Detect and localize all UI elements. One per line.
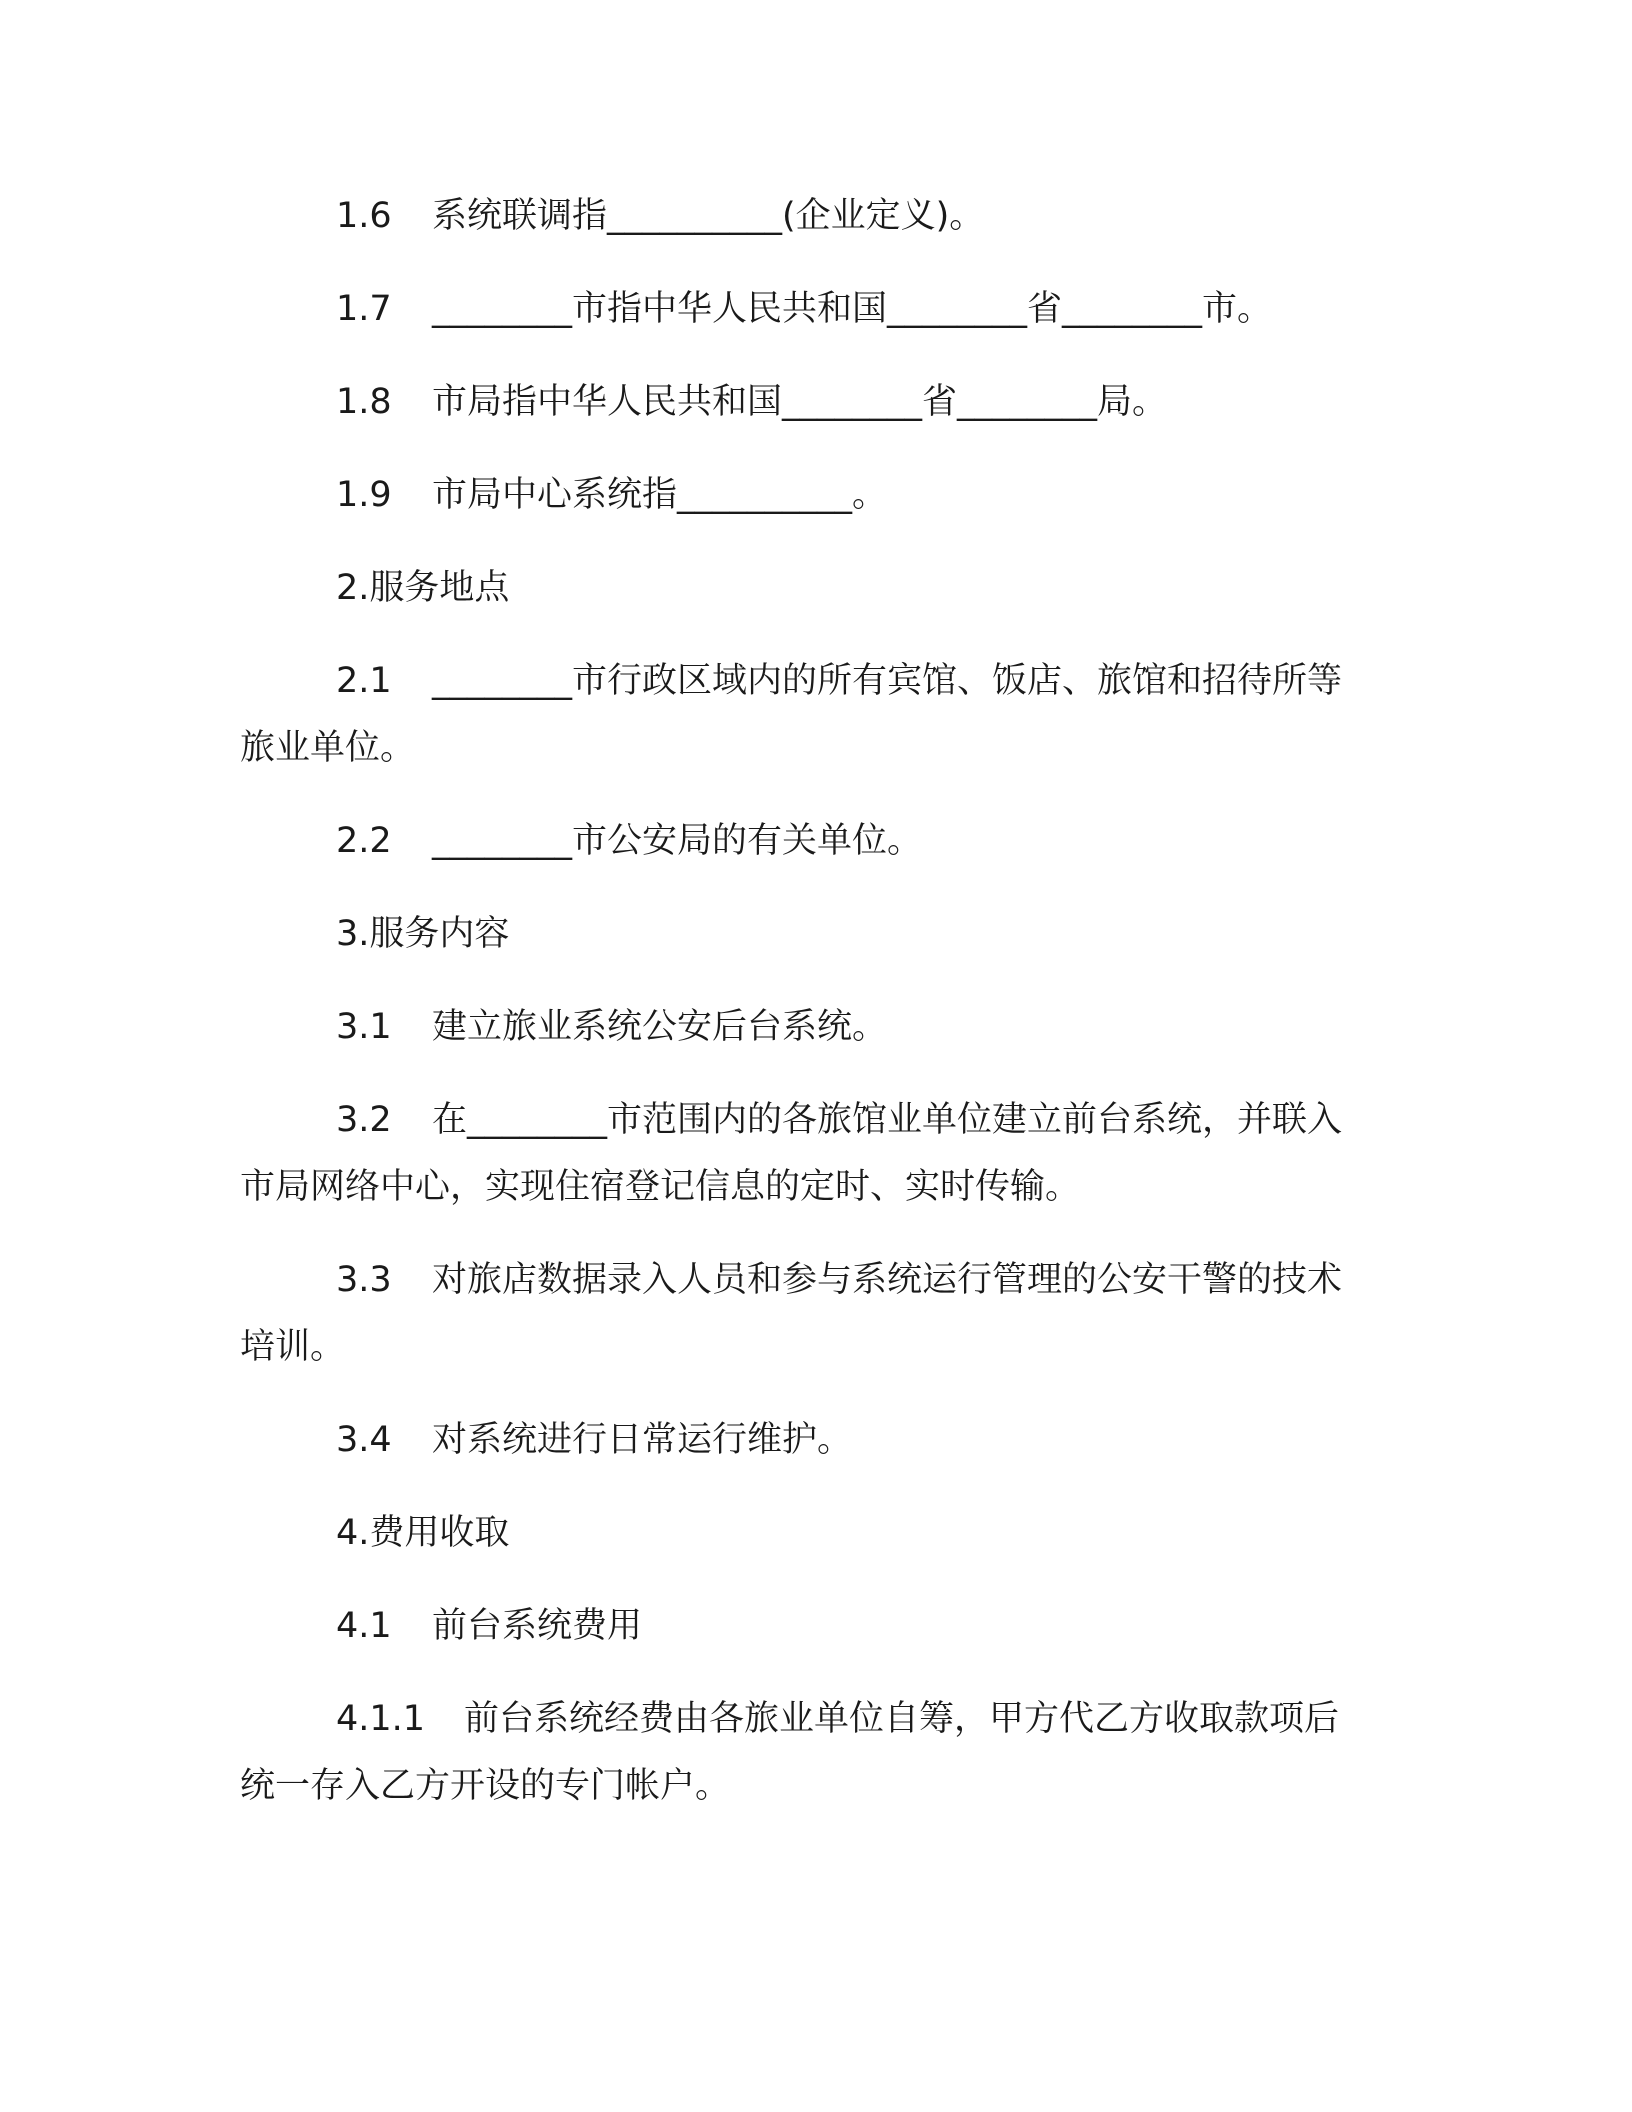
clause-text: ________市指中华人民共和国________省________市。 — [432, 289, 1273, 329]
clause-text: 市局指中华人民共和国________省________局。 — [432, 382, 1168, 422]
clause-number: 3.3 — [336, 1260, 392, 1300]
clause-1-6 — [240, 183, 1360, 250]
clause-number: 1.6 — [336, 196, 392, 236]
clause-number: 2.1 — [336, 661, 392, 701]
clause-2-1 — [240, 648, 1360, 782]
section-heading-3 — [240, 901, 1360, 968]
clause-4-1 — [240, 1593, 1360, 1660]
clause-3-4 — [240, 1407, 1360, 1474]
clause-number: 3.2 — [336, 1100, 392, 1140]
clause-2-2 — [240, 808, 1360, 875]
section-heading-text: 4.费用收取 — [336, 1513, 510, 1553]
clause-number: 2.2 — [336, 821, 392, 861]
clause-number: 4.1 — [336, 1606, 392, 1646]
clause-number: 1.9 — [336, 475, 392, 515]
clause-text: ________市公安局的有关单位。 — [432, 821, 923, 861]
clause-1-7 — [240, 276, 1360, 343]
clause-1-8 — [240, 369, 1360, 436]
section-heading-4 — [240, 1500, 1360, 1567]
clause-text: 前台系统经费由各旅业单位自筹，甲方代乙方收取款项后统一存入乙方开设的专门帐户。 — [240, 1699, 1340, 1806]
clause-number: 3.1 — [336, 1007, 392, 1047]
clause-text: 市局中心系统指__________。 — [432, 475, 888, 515]
clause-text: 建立旅业系统公安后台系统。 — [432, 1007, 888, 1047]
clause-text: 对旅店数据录入人员和参与系统运行管理的公安干警的技术培训。 — [240, 1260, 1343, 1367]
clause-4-1-1 — [240, 1686, 1360, 1820]
clause-number: 1.7 — [336, 289, 392, 329]
section-heading-text: 3.服务内容 — [336, 914, 510, 954]
clause-text: 在________市范围内的各旅馆业单位建立前台系统，并联入市局网络中心，实现住宿登记信息的定时、实时传输。 — [240, 1100, 1343, 1207]
section-heading-text: 2.服务地点 — [336, 568, 510, 608]
clause-3-1 — [240, 994, 1360, 1061]
clause-number: 4.1.1 — [336, 1699, 426, 1739]
clause-text: 前台系统费用 — [432, 1606, 643, 1646]
clause-number: 1.8 — [336, 382, 392, 422]
clause-text: 对系统进行日常运行维护。 — [432, 1420, 853, 1460]
clause-1-9 — [240, 462, 1360, 529]
section-heading-2 — [240, 555, 1360, 622]
clause-3-3 — [240, 1247, 1360, 1381]
clause-text: ________市行政区域内的所有宾馆、饭店、旅馆和招待所等旅业单位。 — [240, 661, 1343, 768]
clause-3-2 — [240, 1087, 1360, 1221]
clause-text: 系统联调指__________(企业定义)。 — [432, 196, 985, 236]
clause-number: 3.4 — [336, 1420, 392, 1460]
